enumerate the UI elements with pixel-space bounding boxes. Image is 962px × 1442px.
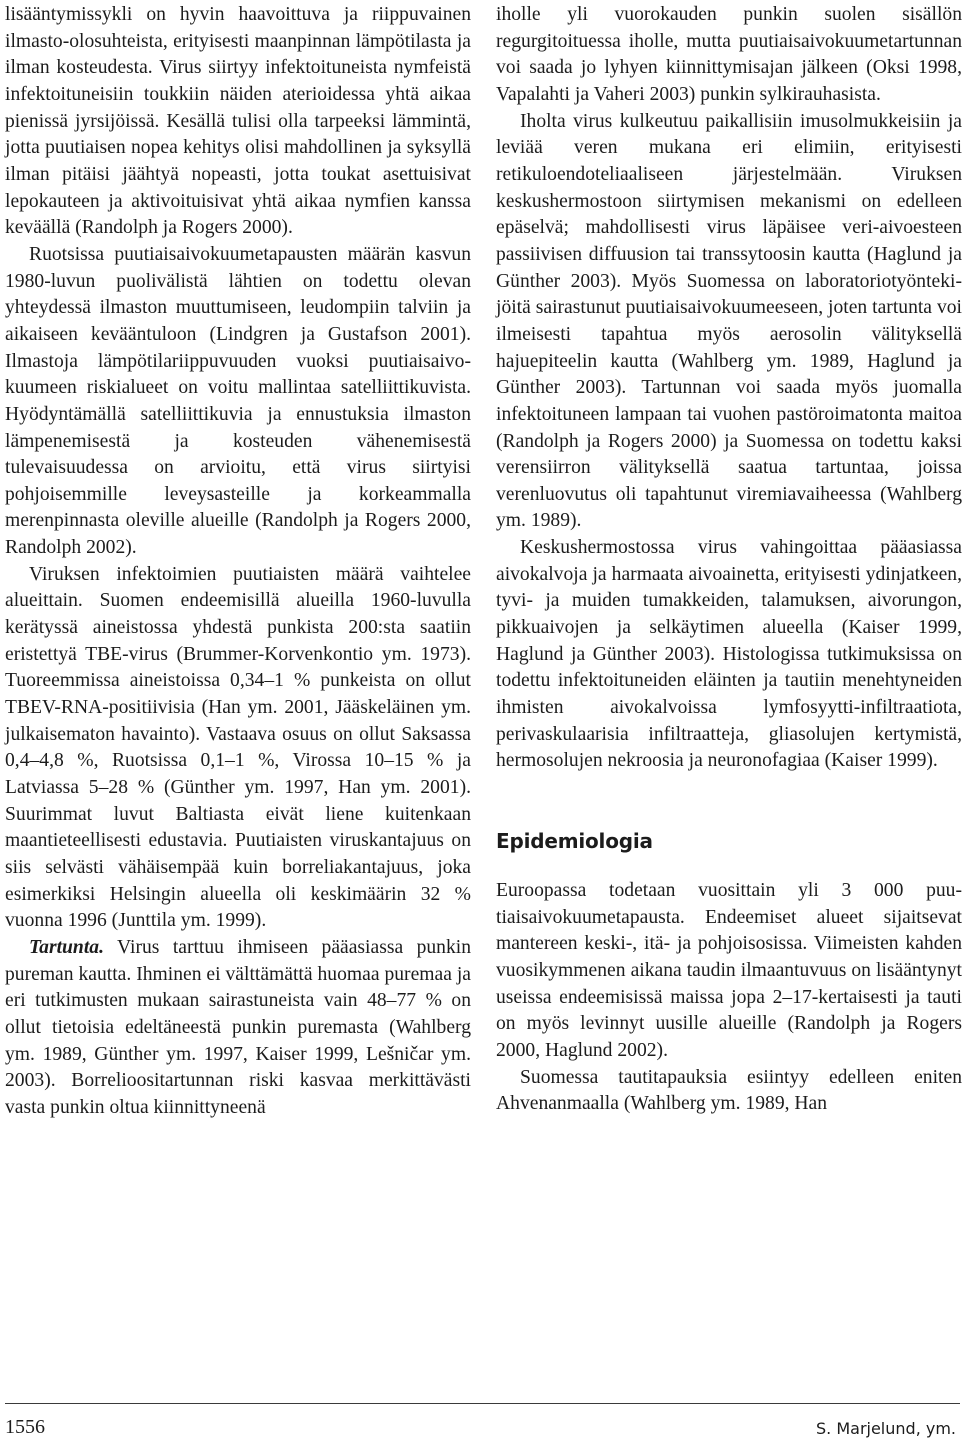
paragraph: Iholta virus kulkeutuu paikallisiin imusolmukkeisiin ja leviää veren mukana eri elimiin, erityisesti retikuloendoteliaaliseen järjestelmään. Viruksen keskushermostoon siirtymisen mekanismi on edelleen epäselvä; mahdollisesti virus läpäisee veri-aivoesteen passiivisen diffuusion tai transsytoosin kautta (Haglund ja Günther 2003). Myös Suomessa on laboratoriotyöntekijöitä sairastunut puutiaisaivokuumeeseen, joten tartunta voi ilmeisesti tapahtua myös aerosolin välityksellä hajuepiteelin kautta (Wahlberg ym. 1989, Haglund ja Günther 2003). Tartunnan voi saada myös juomalla infektoituneen lampaan tai vuohen pastöroimatonta maitoa (Randolph ja Rogers 2000) ja Suomessa on todettu kaksi verensiirron välityksellä saatua tartuntaa, joissa verenluovutus oli tapahtunut viremiavaiheessa (Wahlberg ym. 1989). bbox=[496, 110, 962, 532]
running-author: S. Marjelund, ym. bbox=[816, 1419, 956, 1438]
paragraph: Euroopassa todetaan vuosittain yli 3 000 puutiaisaivokuumetapausta. Endeemiset alueet sijaitsevat mantereen keski-, itä- ja pohjoisosissa. Viimeisten kahden vuosikymmenen aikana taudin ilmaantuvuus on lisääntynyt useissa endeemisissä maissa jopa 2–17-kertaisesti ja tauti on myös levinnyt uusille alueille (Randolph ja Rogers 2000, Haglund 2002). bbox=[496, 880, 962, 1061]
paragraph: Ruotsissa puutiaisaivokuumetapausten määrän kasvun 1980-luvun puolivälistä lähtien on todettu olevan yhteydessä ilmaston muuttumiseen, leudompiin talviin ja aikaiseen kevääntuloon (Lindgren ja Gustafson 2001). Ilmastoja lämpötilariippuvuuden vuoksi puutiaisaivokuumeen riskialueet on voitu mallintaa satelliittikuvista. Hyödyntämällä satelliittikuvia ja ennustuksia ilmaston lämpenemisestä ja kosteuden vähenemisestä tulevaisuudessa on arvioitu, että virus siirtyisi pohjoisemmille leveysasteille ja korkeammalla merenpinnasta oleville alueille (Randolph ja Rogers 2000, Randolph 2002). bbox=[5, 243, 471, 559]
run-in-heading: Tartunta. bbox=[29, 936, 104, 958]
paragraph: Viruksen infektoimien puutiaisten määrä vaihtelee alueittain. Suomen endeemisillä alueilla 1960-luvulla kerätyssä aineistossa yhdestä punkista 200:sta saatiin eristettyä TBE-virus (Brummer-Korvenkontio ym. 1973). Tuoreemmissa aineistoissa 0,34–1 % punkeista on ollut TBEV-RNA-positiivisia (Han ym. 2001, Jääskeläinen ym. julkaisematon havainto). Vastaava osuus on ollut Saksassa 0,4–4,8 %, Ruotsissa 0,1–1 %, Virossa 10–15 % ja Latviassa 5–28 % (Günther ym. 1997, Han ym. 2001). Suurimmat luvut Baltiasta eivät liene kuitenkaan maantieteellisesti edustavia. Puutiaisten viruskantajuus on siis selvästi vähäisempää kuin borreliakantajuus, joka esimerkiksi Helsingin alueella oli keskimäärin 32 % vuonna 1996 (Junttila ym. 1999). bbox=[5, 563, 471, 932]
right-column bbox=[496, 2, 962, 1118]
section-heading: Epidemiologia bbox=[496, 829, 653, 854]
paragraph: iholle yli vuorokauden punkin suolen sisällön regurgitoituessa iholle, mutta puutiaisaivokuumetartunnan voi saada jo lyhyen kiinnittymisajan jälkeen (Oksi 1998, Vapalahti ja Vaheri 2003) punkin sylkirauhasista. bbox=[496, 4, 962, 105]
paragraph: lisääntymissykli on hyvin haavoittuva ja riippuvainen ilmasto-olosuhteista, erityisesti maanpinnan lämpötilasta ja ilman kosteudesta. Virus siirtyy infektoituneista nymfeistä infektoituneisiin toukkiin näiden aterioidessa yhtä aikaa pienissä jyrsijöissä. Kesällä tulisi olla tarpeeksi lämmintä, jotta puutiaisen nopea kehitys olisi mahdollinen ja syksyllä ilman pitäisi jäähtyä nopeasti, jotta toukat asettuisivat lepokauteen ja aktivoituisivat yhtä aikaa nymfien kanssa keväällä (Randolph ja Rogers 2000). bbox=[5, 4, 471, 239]
paragraph: Suomessa tautitapauksia esiintyy edelleen eniten Ahvenanmaalla (Wahlberg ym. 1989, Han bbox=[496, 1066, 962, 1115]
paragraph: Keskushermostossa virus vahingoittaa pääasiassa aivokalvoja ja harmaata aivoainetta, erityisesti ydinjatkeen, tyvi- ja muiden tumakkeiden, talamuksen, aivorungon, pikkuaivojen ja selkäytimen alueella (Kaiser 1999, Haglund ja Günther 2003). Histologissa tutkimuksissa on todettu infektoituneiden eläinten ja tautiin menehtyneiden ihmisten aivokalvoissa lymfosyytti-infiltraatiota, perivaskulaarisia infiltraatteja, gliasolujen kertymistä, hermosolujen nekroosia ja neuronofagiaa (Kaiser 1999). bbox=[496, 537, 962, 772]
left-column bbox=[5, 2, 471, 1122]
paragraph-text: Virus tarttuu ihmiseen pääasiassa punkin pureman kautta. Ihminen ei välttämättä huomaa puremaa ja eri tutkimusten mukaan sairastuneista vain 48–77 % on ollut tietoisia edeltäneestä punkin puremasta (Wahlberg ym. 1989, Günther ym. 1997, Kaiser 1999, Lešničar ym. 2003). Borrelioositartunnan riski kasvaa merkittävästi vasta punkin oltua kiinnittyneenä bbox=[5, 936, 471, 1118]
footer-divider bbox=[5, 1403, 960, 1404]
paragraph bbox=[5, 935, 471, 1122]
page-number: 1556 bbox=[5, 1416, 45, 1438]
